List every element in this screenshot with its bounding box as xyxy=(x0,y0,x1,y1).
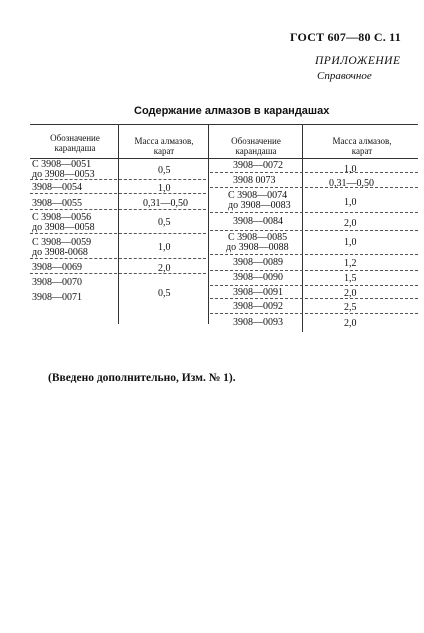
table-cell: 0,5 xyxy=(158,217,171,228)
appendix-title: ПРИЛОЖЕНИЕ xyxy=(315,55,401,67)
right-column-divider xyxy=(302,124,303,332)
right-mass-header: Масса алмазов, карат xyxy=(332,136,392,156)
table-title: Содержание алмазов в карандашах xyxy=(134,105,330,117)
table-cell: 1,5 xyxy=(344,273,357,284)
table-cell: С 3908—0085 xyxy=(228,232,288,243)
table-cell: 1,0 xyxy=(158,242,171,253)
amendment-note: (Введено дополнительно, Изм. № 1). xyxy=(48,372,236,384)
table-cell: 1,0 xyxy=(158,183,171,194)
right-designation-header: Обозначение карандаша xyxy=(231,136,281,156)
appendix-subtitle: Справочное xyxy=(317,70,372,82)
table-cell: 1,0 xyxy=(344,197,357,208)
left-mass-header: Масса алмазов, карат xyxy=(134,136,194,156)
table-cell: 3908—0093 xyxy=(233,317,283,328)
table-cell: 3908—0090 xyxy=(233,272,283,283)
center-divider xyxy=(208,124,209,324)
table-cell: 2,0 xyxy=(158,263,171,274)
table-cell: 3908—0089 xyxy=(233,257,283,268)
table-cell: 3908—0091 xyxy=(233,287,283,298)
table-cell: 0,5 xyxy=(158,288,171,299)
table-cell: 0,31—0,50 xyxy=(329,178,374,189)
left-column-divider xyxy=(118,124,119,324)
table-cell: 2,0 xyxy=(344,218,357,229)
table-cell: 0,5 xyxy=(158,165,171,176)
table-cell: С 3908—0074 xyxy=(228,190,288,201)
table-cell: С 3908—0059 xyxy=(32,237,92,248)
table-cell: 3908—0055 xyxy=(32,198,82,209)
table-cell: 2,5 xyxy=(344,302,357,313)
left-designation-header: Обозначение карандаша xyxy=(50,133,100,153)
table-cell: до 3908—0088 xyxy=(226,242,289,253)
table-cell: 3908—0092 xyxy=(233,301,283,312)
table-cell: 1,0 xyxy=(344,164,357,175)
table-cell: С 3908—0056 xyxy=(32,212,92,223)
table-cell: 3908—0054 xyxy=(32,182,82,193)
table-cell: до 3908—0083 xyxy=(228,200,291,211)
table-cell: 0,31—0,50 xyxy=(143,198,188,209)
table-cell: до 3908-0068 xyxy=(32,247,88,258)
table-top-rule xyxy=(30,124,418,125)
table-cell: 2,0 xyxy=(344,288,357,299)
table-cell: 1,0 xyxy=(344,237,357,248)
table-cell: 3908—0084 xyxy=(233,216,283,227)
table-cell: С 3908—0051 xyxy=(32,159,92,170)
table-cell: 3908 0073 xyxy=(233,175,276,186)
table-cell: 3908—0070 xyxy=(32,277,82,288)
table-cell: 3908—0071 xyxy=(32,292,82,303)
table-cell: до 3908—0053 xyxy=(32,169,95,180)
table-cell: 2,0 xyxy=(344,318,357,329)
table-cell: до 3908—0058 xyxy=(32,222,95,233)
table-cell: 1,2 xyxy=(344,258,357,269)
table-cell: 3908—0069 xyxy=(32,262,82,273)
table-cell: 3908—0072 xyxy=(233,160,283,171)
page-header: ГОСТ 607—80 С. 11 xyxy=(290,30,401,44)
